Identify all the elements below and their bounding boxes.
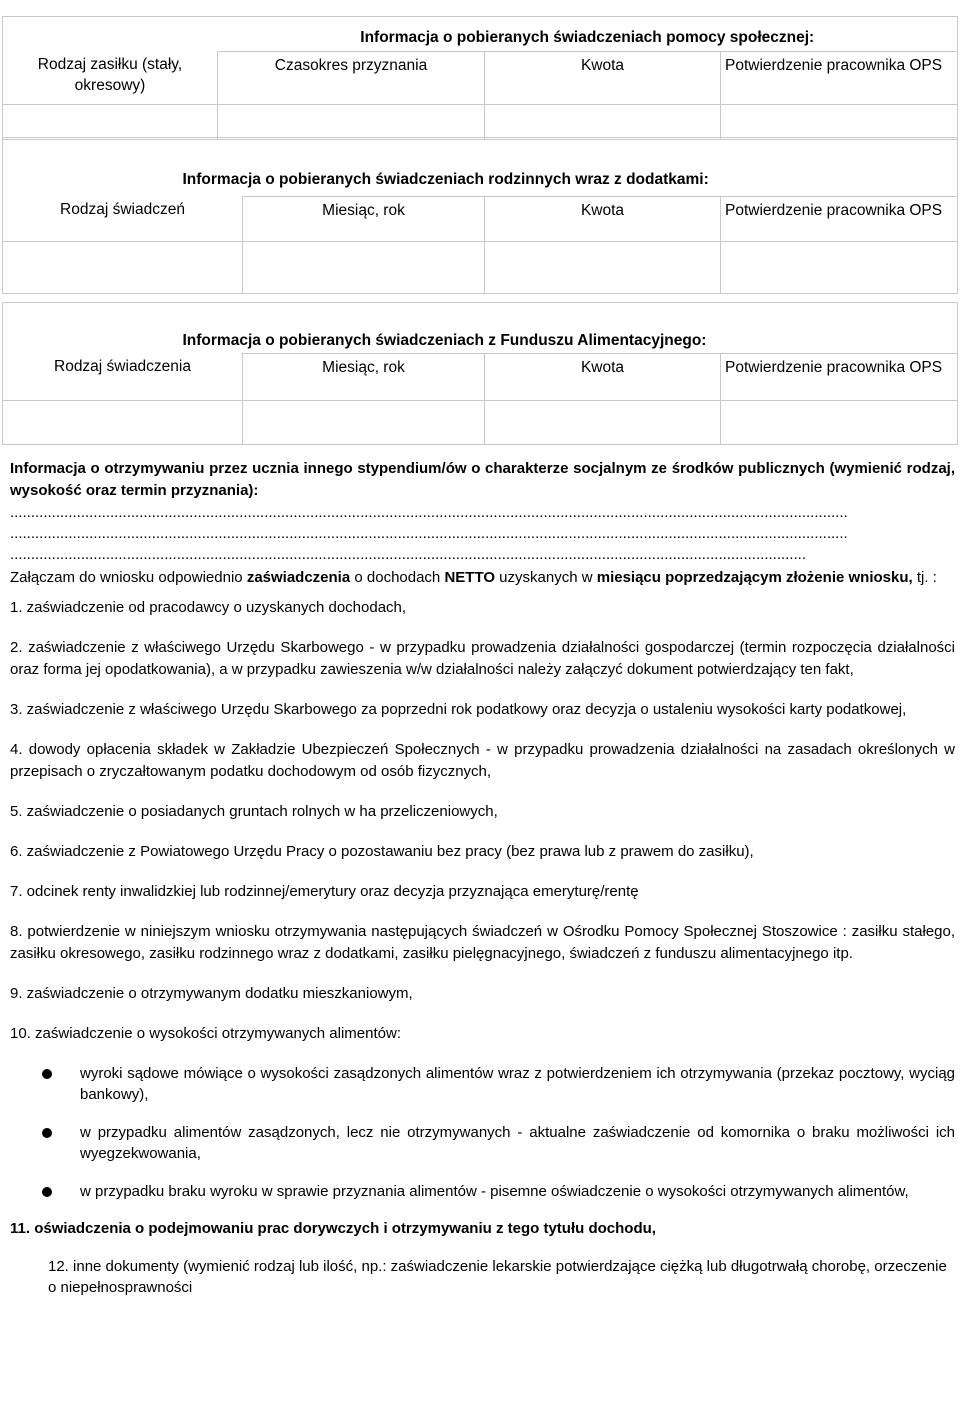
entry-cell[interactable]	[721, 401, 958, 445]
list-item: 3. zaświadczenie z właściwego Urzędu Skarbowego za poprzedni rok podatkowy oraz decyzja o ustaleniu wysokości karty podatkowej,	[10, 701, 907, 718]
alimony-fund-title: Informacja o pobieranych świadczeniach z Funduszu Alimentacyjnego:	[182, 332, 707, 349]
document-body	[10, 458, 955, 1298]
fill-line[interactable]: .........................................................................................................................................................................................................	[10, 504, 848, 521]
list-item: 8. potwierdzenie w niniejszym wniosku otrzymywania następujących świadczeń w Ośrodku Pomocy Społecznej Stoszowice : zasiłku stałego, zasiłku okresowego, zasiłku rodzinnego wraz z dodatkami, zasiłku pielęgnacyjnego, świadczeń z funduszu alimentacyjnego itp.	[10, 923, 955, 962]
column-header-benefit-type: Rodzaj zasiłku (stały, okresowy)	[3, 51, 218, 105]
social-assistance-table	[2, 16, 958, 140]
list-item: 12. inne dokumenty (wymienić rodzaj lub ilość, np.: zaświadczenie lekarskie potwierdzające ciężką lub długotrwałą chorobę, orzeczenie o niepełnosprawności	[48, 1258, 947, 1296]
social-assistance-title: Informacja o pobieranych świadczeniach pomocy społecznej:	[218, 17, 958, 52]
column-header-month-year: Miesiąc, rok	[243, 196, 485, 242]
entry-cell[interactable]	[3, 242, 243, 294]
bullet-icon	[42, 1128, 52, 1138]
list-item: 6. zaświadczenie z Powiatowego Urzędu Pracy o pozostawaniu bez pracy (bez prawa lub z prawem do zasiłku),	[10, 843, 754, 860]
column-header-ops-confirmation: Potwierdzenie pracownika OPS	[721, 196, 958, 242]
list-item: 10. zaświadczenie o wysokości otrzymywanych alimentów:	[10, 1025, 401, 1042]
family-benefits-title: Informacja o pobieranych świadczeniach rodzinnych wraz z dodatkami:	[182, 171, 709, 188]
entry-cell[interactable]	[485, 105, 721, 140]
entry-cell[interactable]	[485, 401, 721, 445]
list-item: 4. dowody opłacenia składek w Zakładzie Ubezpieczeń Społecznych - w przypadku prowadzenia działalności na zasadach określonych w przepisach o zryczałtowanym podatku dochodowym od osób fizycznych,	[10, 741, 955, 780]
list-item: 1. zaświadczenie od pracodawcy o uzyskanych dochodach,	[10, 599, 407, 616]
entry-cell[interactable]	[485, 242, 721, 294]
bullet-icon	[42, 1069, 52, 1079]
entry-cell[interactable]	[243, 242, 485, 294]
entry-cell[interactable]	[3, 401, 243, 445]
fill-line[interactable]: ...............................................................................................................................................................................................	[10, 546, 806, 563]
bullet-item: wyroki sądowe mówiące o wysokości zasądzonych alimentów wraz z potwierdzeniem ich otrzymywania (przekaz pocztowy, wyciąg bankowy),	[10, 1063, 955, 1105]
column-header-month-year: Miesiąc, rok	[243, 353, 485, 401]
scholarship-info: Informacja o otrzymywaniu przez ucznia innego stypendium/ów o charakterze socjalnym ze środków publicznych (wymienić rodzaj, wysokość oraz termin przyznania):	[10, 460, 955, 499]
entry-cell[interactable]	[243, 401, 485, 445]
column-header-period: Czasokres przyznania	[218, 51, 485, 105]
column-header-amount: Kwota	[485, 353, 721, 401]
column-header-benefit-type: Rodzaj świadczeń	[3, 196, 243, 242]
bullet-icon	[42, 1187, 52, 1197]
alimony-fund-table	[2, 302, 958, 445]
list-item: 5. zaświadczenie o posiadanych gruntach rolnych w ha przeliczeniowych,	[10, 803, 498, 820]
family-benefits-table	[2, 137, 958, 294]
column-header-amount: Kwota	[485, 51, 721, 105]
column-header-ops-confirmation: Potwierdzenie pracownika OPS	[721, 51, 958, 105]
column-header-benefit-type: Rodzaj świadczenia	[3, 353, 243, 401]
fill-line[interactable]: .........................................................................................................................................................................................................	[10, 525, 848, 542]
list-item: 2. zaświadczenie z właściwego Urzędu Skarbowego - w przypadku prowadzenia działalności gospodarczej (termin rozpoczęcia działalności oraz forma jej opodatkowania), a w przypadku zawieszenia w/w działalności należy załączyć dokument potwierdzający ten fakt,	[10, 639, 955, 678]
column-header-ops-confirmation: Potwierdzenie pracownika OPS	[721, 353, 958, 401]
entry-cell[interactable]	[3, 105, 218, 140]
list-item: 9. zaświadczenie o otrzymywanym dodatku mieszkaniowym,	[10, 985, 413, 1002]
attachments-intro: Załączam do wniosku odpowiednio zaświadczenia o dochodach NETTO uzyskanych w miesiącu poprzedzającym złożenie wniosku, tj. :	[10, 569, 937, 586]
column-header-amount: Kwota	[485, 196, 721, 242]
entry-cell[interactable]	[721, 242, 958, 294]
bullet-item: w przypadku alimentów zasądzonych, lecz nie otrzymywanych - aktualne zaświadczenie od komornika o braku możliwości ich wyegzekwowania,	[10, 1122, 955, 1164]
alimony-documents-list	[10, 1063, 955, 1202]
entry-cell[interactable]	[218, 105, 485, 140]
entry-cell[interactable]	[721, 105, 958, 140]
bullet-item: w przypadku braku wyroku w sprawie przyznania alimentów - pisemne oświadczenie o wysokości otrzymywanych alimentów,	[10, 1181, 955, 1202]
list-item: 7. odcinek renty inwalidzkiej lub rodzinnej/emerytury oraz decyzja przyznająca emeryturę/rentę	[10, 883, 639, 900]
list-item: 11. oświadczenia o podejmowaniu prac dorywczych i otrzymywaniu z tego tytułu dochodu,	[10, 1220, 656, 1237]
